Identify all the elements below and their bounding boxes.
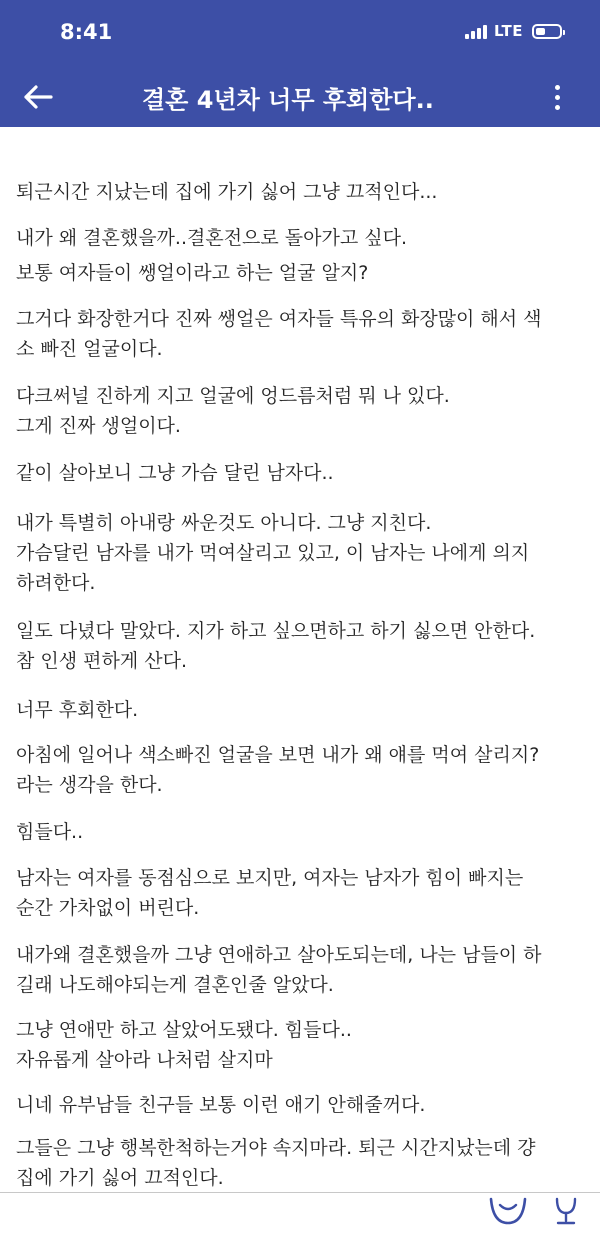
post-paragraph: 니네 유부남들 친구들 보통 이런 애기 안해줄꺼다. [16,1094,426,1116]
post-paragraph: 내가 왜 결혼했을까..결혼전으로 돌아가고 싶다. [16,227,408,249]
post-paragraph: 일도 다녔다 말았다. 지가 하고 싶으면하고 하기 싫으면 안한다. 참 인생 편하게 산다. [16,620,536,672]
signal-icon [465,24,487,39]
post-paragraph: 너무 후회한다. [16,699,139,721]
emoji-reaction-icon [488,1193,528,1229]
status-time: 8:41 [60,20,113,44]
status-indicators [465,22,562,40]
more-vertical-icon [555,85,560,90]
post-paragraph: 아침에 일어나 색소빠진 얼굴을 보면 내가 왜 얘를 먹여 살리지? 라는 생각을 한다. [16,744,540,796]
app-header [0,0,600,127]
arrow-left-icon [23,84,53,110]
post-paragraph: 힘들다.. [16,821,84,843]
post-paragraph: 그냥 연애만 하고 살았어도됐다. 힘들다.. 자유롭게 살아라 나처럼 살지마 [16,1019,352,1071]
bottom-action-bar [0,1193,600,1237]
post-paragraph: 그거다 화장한거다 진짜 쌩얼은 여자들 특유의 화장많이 해서 색 소 빠진 얼굴이다. [16,308,542,360]
post-paragraph: 보통 여자들이 쌩얼이라고 하는 얼굴 알지? [16,262,369,284]
network-label: LTE [493,22,523,40]
post-content [0,127,600,1193]
comment-icon [553,1193,579,1229]
battery-icon [532,24,562,39]
reaction-button[interactable] [488,1193,528,1233]
post-paragraph: 같이 살아보니 그냥 가슴 달린 남자다.. [16,462,334,484]
post-paragraph: 남자는 여자를 동점심으로 보지만, 여자는 남자가 힘이 빠지는 순간 가차없이 버린다. [16,867,524,919]
back-button[interactable] [18,80,58,114]
post-paragraph: 퇴근시간 지났는데 집에 가기 싫어 그냥 끄적인다... [16,181,438,203]
comment-button[interactable] [553,1193,579,1233]
more-options-button[interactable] [544,80,570,114]
post-paragraph: 다크써널 진하게 지고 얼굴에 엉드름처럼 뭐 나 있다. 그게 진짜 생얼이다. [16,385,450,437]
post-paragraph: 그들은 그냥 행복한척하는거야 속지마라. 퇴근 시간지났는데 걍 집에 가기 싫어 끄적인다. [16,1137,536,1189]
post-paragraph: 내가 특별히 아내랑 싸운것도 아니다. 그냥 지친다. 가슴달린 남자를 내가 먹여살리고 있고, 이 남자는 나에게 의지 하려한다. [16,512,530,594]
post-paragraph: 내가왜 결혼했을까 그냥 연애하고 살아도되는데, 나는 남들이 하 길래 나도해야되는게 결혼인줄 알았다. [16,944,542,996]
page-title: 결혼 4년차 너무 후회한다.. [142,86,434,114]
